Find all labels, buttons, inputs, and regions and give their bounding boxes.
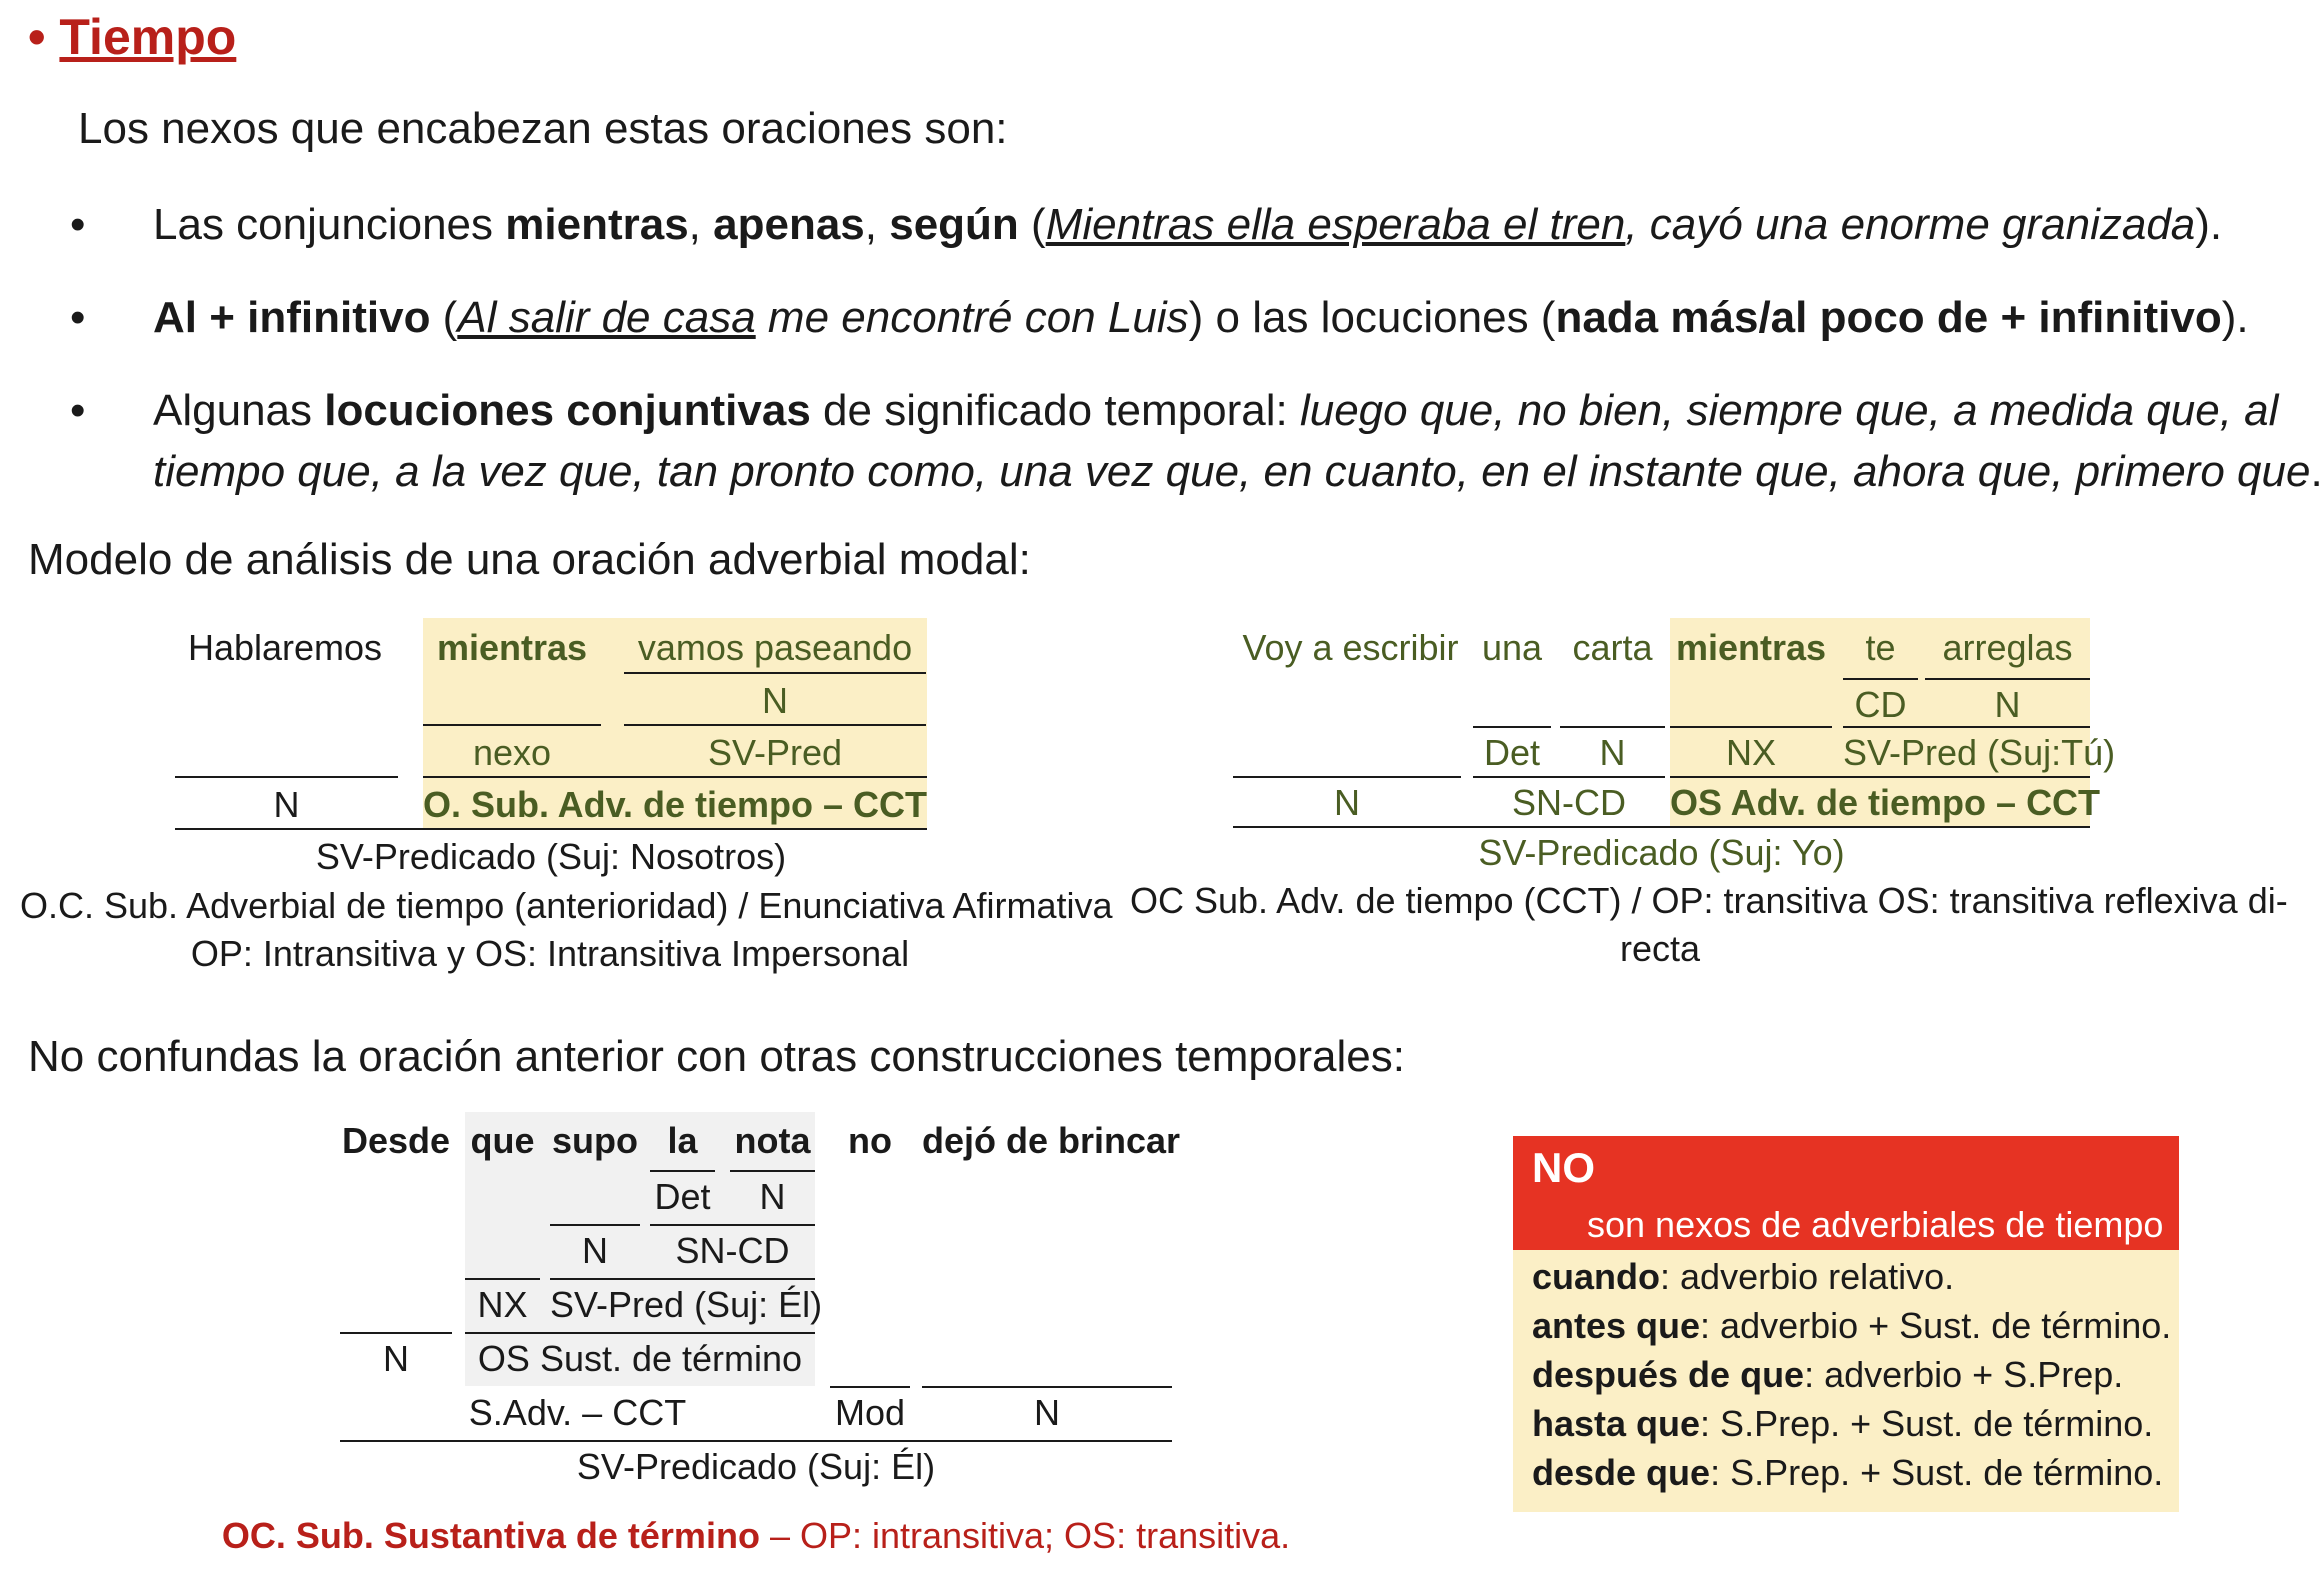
word-mientras: mientras [1675,627,1827,668]
word-hablaremos: Hablaremos [187,627,383,668]
label-n: N [762,680,788,721]
heading [28,8,236,66]
word-vamos-paseando: vamos paseando [637,627,913,668]
list-item: antes que: adverbio + Sust. de término. [1532,1305,2172,1346]
bullet-item-3: Algunas locuciones conjuntivas de significado temporal: luego que, no bien, siempre que, a medida que, al [153,386,2279,435]
list-item: desde que: S.Prep. + Sust. de término. [1532,1452,2164,1493]
label-det: Det [1483,732,1541,773]
caption-sv-predicado: SV-Predicado (Suj: Nosotros) [315,836,787,877]
bullet-icon: • [70,293,86,342]
bullet-icon: • [70,386,86,435]
word-nota: nota [734,1120,811,1161]
label-sn-cd: SN-CD [1512,782,1626,823]
page-title: Tiempo [59,9,237,65]
bullet-icon: • [28,9,46,65]
caption-sv-predicado: SV-Predicado (Suj: Él) [576,1446,936,1487]
label-nx: NX [1725,732,1776,773]
label-mod: Mod [834,1392,906,1433]
bullet-item-2: Al + infinitivo (Al salir de casa me encontré con Luis) o las locuciones (nada más/al poco de + infinitivo). [153,293,2249,342]
label-sn-cd: SN-CD [675,1230,790,1271]
label-sadv: S.Adv. – CCT [468,1392,687,1433]
label-os: OS Adv. de tiempo – CCT [1670,782,2101,823]
bullet-item-1: Las conjunciones mientras, apenas, según (Mientras ella esperaba el tren, cayó una enorme granizada). [153,200,2223,249]
word-una: una [1481,627,1543,668]
list-item: hasta que: S.Prep. + Sust. de término. [1532,1403,2154,1444]
label-nx: NX [477,1284,528,1325]
intro-text: Los nexos que encabezan estas oraciones son: [78,104,1008,153]
word-carta: carta [1572,627,1653,668]
word-que: que [470,1120,535,1161]
word-voy-a-escribir: Voy a escribir [1242,627,1459,668]
word-dejo-de-brincar: dejó de brincar [922,1120,1181,1161]
caption-classification: O.C. Sub. Adverbial de tiempo (anterioridad) / Enunciativa Afirmativa [20,885,1113,926]
label-sv-pred: SV-Pred (Suj:Tú) [1843,732,2116,773]
label-osub: O. Sub. Adv. de tiempo – CCT [423,784,928,825]
label-cd: CD [1854,684,1907,725]
label-n: N [1994,684,2021,725]
word-la: la [667,1120,698,1161]
word-mientras: mientras [436,627,588,668]
no-box-subtitle: son nexos de adverbiales de tiempo [1587,1204,2164,1245]
label-sv-pred: SV-Pred (Suj: Él) [550,1284,823,1325]
caption-classification-cont: recta [1619,928,1701,969]
label-n-main: N [1334,782,1360,823]
label-n-supo: N [582,1230,608,1271]
word-te: te [1865,627,1896,668]
bullet-icon: • [70,200,86,249]
label-n-dejo: N [1034,1392,1060,1433]
caption-sv-predicado: SV-Predicado (Suj: Yo) [1478,832,1845,873]
word-arreglas: arreglas [1942,627,2073,668]
label-n-desde: N [383,1338,409,1379]
label-n-nota: N [759,1176,786,1217]
caption-types: OP: Intransitiva y OS: Intransitiva Impersonal [190,933,910,974]
model-title: Modelo de análisis de una oración adverbial modal: [28,535,1031,584]
word-supo: supo [552,1120,638,1161]
caption-classification: OC Sub. Adv. de tiempo (CCT) / OP: transitiva OS: transitiva reflexiva di- [1130,880,2288,921]
label-det: Det [654,1176,711,1217]
label-os: OS Sust. de término [477,1338,803,1379]
bullet-item-3-cont: tiempo que, a la vez que, tan pronto como, una vez que, en cuanto, en el instante que, ahora que, primero que. [153,447,2323,496]
label-n-carta: N [1599,732,1626,773]
label-nexo: nexo [472,732,552,773]
word-no: no [848,1120,892,1161]
list-item: cuando: adverbio relativo. [1532,1256,1955,1297]
confuse-title: No confundas la oración anterior con otras construcciones temporales: [28,1032,1405,1081]
caption-classification: OC. Sub. Sustantiva de término – OP: intransitiva; OS: transitiva. [221,1515,1291,1556]
label-sv-pred: SV-Pred [707,732,843,773]
list-item: después de que: adverbio + S.Prep. [1532,1354,2124,1395]
no-label: NO [1532,1144,1595,1191]
label-n-main: N [273,784,300,825]
word-desde: Desde [341,1120,451,1161]
